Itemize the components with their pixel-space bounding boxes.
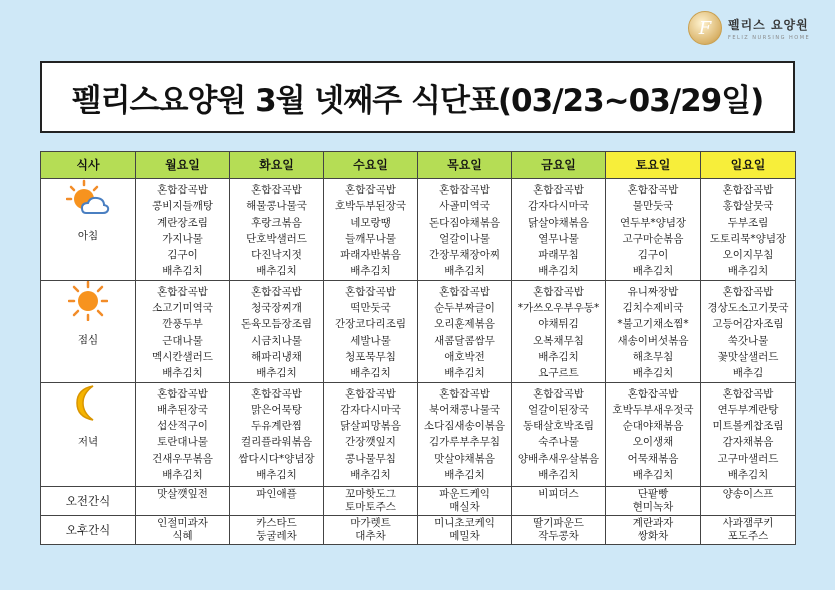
menu-item: 혼합잡곡밥 [345,184,396,196]
header-tuesday: 화요일 [230,152,324,179]
snack-cell-tuesday [230,486,324,515]
menu-item: 숙주나물 [538,436,579,449]
menu-item: 배추김치 [444,265,485,278]
menu-item: 간장코다리조림 [334,318,406,331]
snack-cell-wednesday [324,486,418,515]
menu-item: 닭살피망볶음 [340,420,401,433]
meal-label: 아침 [77,230,99,243]
menu-cell-monday [136,179,230,281]
menu-item: 오이지무침 [722,249,774,262]
menu-item: 얼갈이된장국 [528,403,589,416]
menu-item: 쑥갓나물 [727,334,769,347]
snack-cell-friday [512,515,606,544]
menu-item: 계란장조림 [157,216,208,229]
menu-item: 미트볼케찹조림 [712,420,784,433]
meal-label-cell [41,280,136,382]
menu-item: 배추된장국 [157,403,208,416]
menu-item: 배추김치 [632,469,674,482]
menu-item: 연두부*양념장 [619,216,687,229]
menu-item: 해물콩나물국 [246,200,307,213]
menu-item: 요구르트 [538,367,579,380]
menu-cell-saturday [606,280,701,382]
menu-item: 혼합잡곡밥 [251,387,302,400]
snack-item: 대추차 [355,529,386,542]
menu-item: 돈다짐야채볶음 [428,216,500,229]
menu-item: 혼합잡곡밥 [251,184,302,196]
snack-row [41,486,796,515]
header-meal: 식사 [41,152,136,179]
menu-item: 연두부계란탕 [717,403,779,416]
snack-cell-thursday [418,486,512,515]
menu-item: 혼합잡곡밥 [251,285,302,298]
menu-item: 파래자반볶음 [340,249,401,262]
menu-item: 깐풍두부 [162,318,203,331]
menu-item: 혼합잡곡밥 [533,184,584,196]
snack-cell-wednesday [324,515,418,544]
meal-label-cell [41,382,136,486]
menu-item: 감자다시마국 [340,403,401,416]
menu-item: 배추김치 [538,469,579,482]
menu-item: 멕시칸샐러드 [152,350,213,363]
menu-item: 혼합잡곡밥 [722,184,774,196]
menu-item: 배추김치 [444,367,485,380]
meal-row [41,382,796,486]
menu-item: 배추김치 [350,367,391,380]
snack-cell-friday [512,486,606,515]
menu-item: 고등어감자조림 [712,318,784,331]
snack-item: 현미녹차 [632,500,674,513]
menu-item: 혼합잡곡밥 [439,285,490,298]
snack-cell-monday [136,515,230,544]
menu-item: 고구마순볶음 [622,232,684,245]
menu-item: 맑은어묵탕 [251,403,302,416]
menu-cell-friday [512,280,606,382]
menu-item: 해파리냉채 [251,350,302,363]
snack-item: 포도주스 [727,529,769,542]
menu-item: 꽃맛살샐러드 [717,350,779,363]
menu-item: 쌈다시다*양념장 [238,452,315,465]
menu-item: 혼합잡곡밥 [345,387,396,400]
snack-item: 매실차 [449,500,480,513]
meal-label: 점심 [77,334,99,347]
snack-item: 맛살깻잎전 [157,487,208,500]
menu-item: 혼합잡곡밥 [722,387,774,400]
menu-table [40,151,796,545]
menu-item: 혼합잡곡밥 [533,285,584,298]
menu-cell-friday [512,382,606,486]
menu-item: 혼합잡곡밥 [157,387,208,400]
menu-item: 오복채무침 [533,334,584,347]
meal-row [41,179,796,281]
snack-item: 양송이스프 [722,487,774,500]
menu-cell-saturday [606,382,701,486]
header-saturday: 토요일 [606,152,701,179]
menu-item: 혼합잡곡밥 [627,184,679,196]
menu-item: 감자다시마국 [528,200,589,213]
header-wednesday: 수요일 [324,152,418,179]
snack-cell-monday [136,486,230,515]
snack-item: 꼬마핫도그 [345,487,396,500]
logo-name: 펠리스 요양원 [728,17,809,32]
meal-label-cell [41,179,136,281]
menu-cell-monday [136,382,230,486]
menu-item: 유니짜장밥 [627,285,679,298]
snack-item: 비피더스 [538,487,579,500]
menu-item: 양배추새우살볶음 [517,452,600,465]
menu-item: 경상도소고기뭇국 [707,302,789,315]
menu-item: 청포묵무침 [345,350,396,363]
menu-item: 야채튀김 [538,318,579,331]
menu-item: 김가루부추무침 [428,436,500,449]
snack-cell-tuesday [230,515,324,544]
menu-item: 배추김치 [350,265,391,278]
snack-cell-thursday [418,515,512,544]
menu-item: *불고기채소찜* [617,318,689,331]
snack-item: 작두콩차 [538,529,579,542]
menu-item: 동태살호박조림 [522,420,594,433]
menu-item: 간장깻잎지 [345,436,396,449]
menu-item: 애호박전 [444,350,485,363]
menu-item: 시금치나물 [251,334,302,347]
menu-cell-wednesday [324,382,418,486]
menu-item: 혼합잡곡밥 [533,387,584,400]
menu-item: 건새우무볶음 [152,452,213,465]
menu-item: 배추김치 [444,469,485,482]
snack-item: 카스타드 [256,516,297,529]
menu-item: 혼합잡곡밥 [157,285,208,298]
menu-item: 김구이 [637,249,669,262]
snack-item: 둥굴레차 [256,529,297,542]
snack-item: 토마토주스 [345,500,396,513]
menu-item: 새송이버섯볶음 [617,334,689,347]
menu-item: 감자채볶음 [722,436,774,449]
menu-item: 청국장찌개 [251,302,302,315]
menu-item: 홍합살뭇국 [722,200,774,213]
menu-item: *가쓰오우부우동* [517,302,600,315]
menu-item: 소다짐새송이볶음 [423,420,506,433]
snack-item: 파운드케익 [439,487,490,500]
menu-item: 돈육모듬장조림 [240,318,312,331]
menu-item: 다진낙지젓 [251,249,302,262]
sun-cloud-icon [41,179,135,222]
menu-item: 가지나물 [162,232,203,245]
meal-label: 저녁 [77,435,99,448]
menu-item: 배추김치 [256,367,297,380]
menu-item: 북어채콩나물국 [428,403,500,416]
menu-item: 사골미역국 [439,200,490,213]
page-title: 펠리스요양원 3월 넷째주 식단표(03/23~03/29일) [71,82,764,119]
menu-item: 맛살야채볶음 [434,452,495,465]
snack-item: 식혜 [172,529,193,542]
logo [688,8,828,48]
title-box [40,61,795,133]
menu-item: 오이생채 [632,436,674,449]
snack-item: 메밀차 [449,529,480,542]
menu-item: 토란대나물 [157,436,208,449]
menu-item: 컬리플라워볶음 [240,436,312,449]
snack-row [41,515,796,544]
snack-cell-saturday [606,486,701,515]
menu-item: 후랑크볶음 [251,216,302,229]
menu-item: 단호박샐러드 [246,232,307,245]
menu-item: 네모랑땡 [350,216,391,229]
menu-item: 소고기미역국 [152,302,213,315]
menu-item: 혼합잡곡밥 [439,387,490,400]
menu-item: 배추김치 [162,265,203,278]
menu-cell-friday [512,179,606,281]
snack-item: 계란과자 [632,516,674,529]
header-friday: 금요일 [512,152,606,179]
menu-item: 도토리묵*양념장 [709,232,787,245]
snack-item: 인절미과자 [157,516,208,529]
menu-item: 세발나물 [350,334,391,347]
menu-item: 배추김치 [632,265,674,278]
menu-item: 물만둣국 [632,200,674,213]
snack-item: 딸기파운드 [533,516,584,529]
menu-item: 순대야채볶음 [622,420,684,433]
menu-cell-tuesday [230,280,324,382]
menu-item: 열무나물 [538,232,579,245]
menu-item: 배추김 [732,367,764,380]
snack-item: 단팥빵 [637,487,669,500]
menu-item: 고구마샐러드 [717,452,779,465]
menu-cell-wednesday [324,280,418,382]
menu-item: 떡만둣국 [350,302,391,315]
snack-item: 쌍화차 [637,529,669,542]
menu-item: 배추김치 [632,367,674,380]
menu-item: 섭산적구이 [157,420,208,433]
menu-item: 호박두부새우젓국 [612,403,694,416]
menu-item: 간장무채장아찌 [428,249,500,262]
menu-item: 배추김치 [256,469,297,482]
menu-item: 배추김치 [538,265,579,278]
snack-item: 마가렛트 [350,516,391,529]
menu-item: 배추김치 [256,265,297,278]
snack-item: 미니초코케익 [434,516,495,529]
meal-row [41,280,796,382]
menu-item: 파래무침 [538,249,579,262]
menu-item: 혼합잡곡밥 [345,285,396,298]
menu-cell-tuesday [230,179,324,281]
menu-cell-sunday [701,280,796,382]
header-thursday: 목요일 [418,152,512,179]
menu-item: 근대나물 [162,334,203,347]
menu-item: 어묵채볶음 [627,452,679,465]
menu-item: 배추김치 [727,469,769,482]
snack-item: 파인애플 [256,487,297,500]
menu-cell-thursday [418,179,512,281]
menu-cell-monday [136,280,230,382]
menu-cell-saturday [606,179,701,281]
menu-item: 혼합잡곡밥 [157,184,208,196]
menu-item: 오리훈제볶음 [434,318,495,331]
menu-item: 들깨무나물 [345,232,396,245]
logo-subtitle: FELIZ NURSING HOME [728,34,811,41]
menu-item: 혼합잡곡밥 [439,184,490,196]
menu-item: 배추김치 [727,265,769,278]
menu-item: 새콤달콤쌈무 [434,334,495,347]
menu-item: 닭살야채볶음 [528,216,589,229]
menu-item: 김치수제비국 [622,302,684,315]
menu-cell-tuesday [230,382,324,486]
menu-item: 배추김치 [162,367,203,380]
menu-item: 두부조림 [727,216,769,229]
menu-item: 순두부짜글이 [434,302,495,315]
snack-label: 오후간식 [41,515,136,544]
menu-item: 배추김치 [350,469,391,482]
header-row [41,152,796,179]
header-monday: 월요일 [136,152,230,179]
snack-cell-saturday [606,515,701,544]
moon-icon [41,383,135,428]
snack-cell-sunday [701,486,796,515]
menu-item: 배추김치 [538,350,579,363]
menu-item: 얼갈이나물 [439,232,490,245]
menu-cell-sunday [701,382,796,486]
menu-item: 해초무침 [632,350,674,363]
snack-item: 사과잼쿠키 [722,516,774,529]
menu-item: 콩비지들깨탕 [152,200,213,213]
menu-item: 혼합잡곡밥 [722,285,774,298]
menu-cell-thursday [418,382,512,486]
menu-item: 김구이 [167,249,198,262]
menu-cell-wednesday [324,179,418,281]
menu-cell-thursday [418,280,512,382]
logo-mark-icon: F [688,11,722,45]
sun-icon [41,281,135,326]
menu-item: 두유계란찜 [251,420,302,433]
menu-item: 호박두부된장국 [334,200,406,213]
menu-cell-sunday [701,179,796,281]
snack-cell-sunday [701,515,796,544]
menu-item: 혼합잡곡밥 [627,387,679,400]
menu-item: 배추김치 [162,469,203,482]
header-sunday: 일요일 [701,152,796,179]
menu-item: 콩나물무침 [345,452,396,465]
snack-label: 오전간식 [41,486,136,515]
